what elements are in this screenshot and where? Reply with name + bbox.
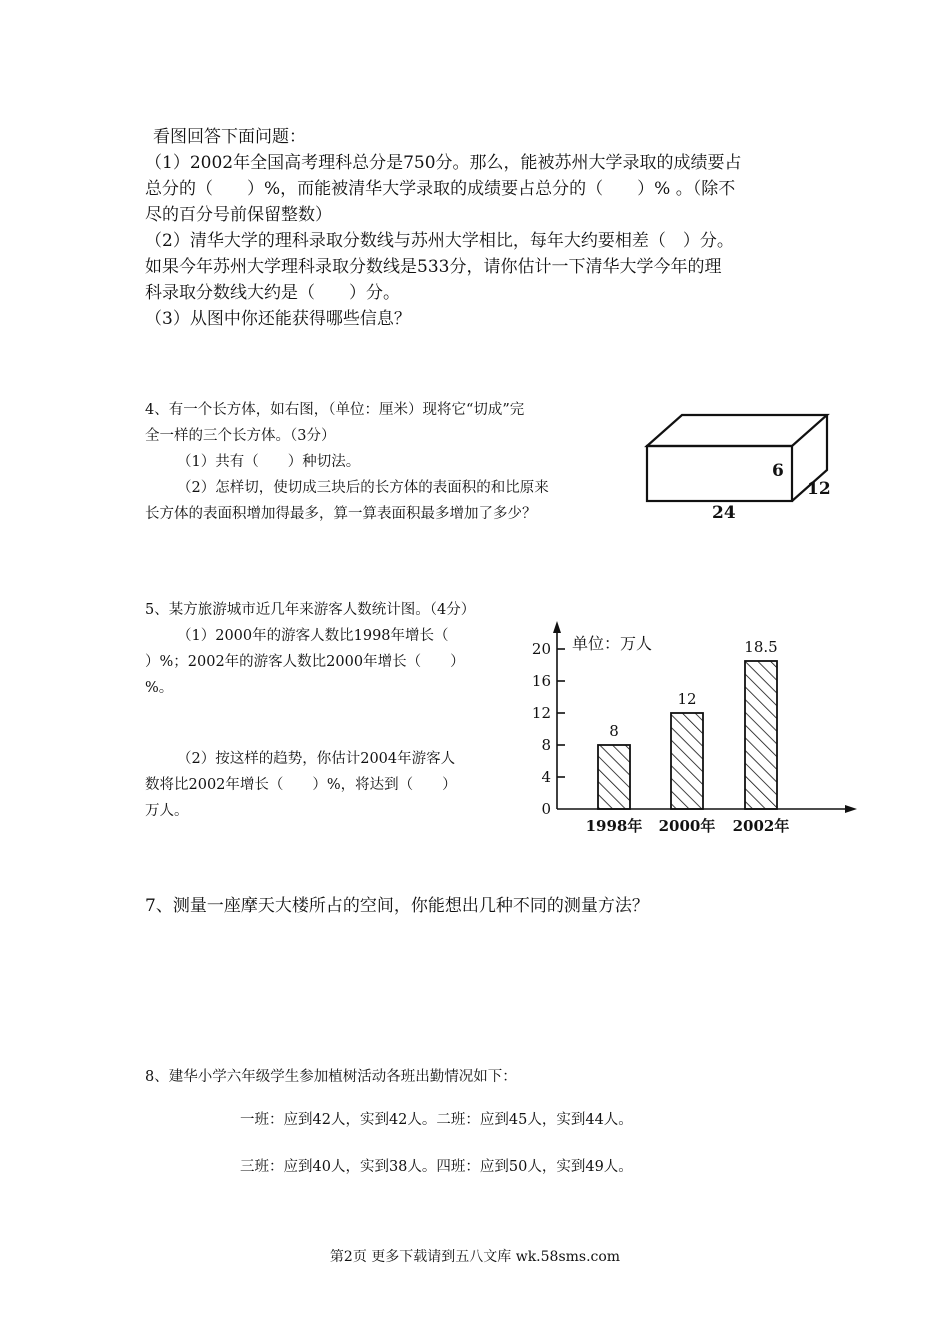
- q4-line: 长方体的表面积增加得最多，算一算表面积最多增加了多少？: [145, 506, 537, 522]
- question-7: [145, 893, 649, 919]
- q5-line: ）%；2002年的游客人数比2000年增长（ ）: [145, 654, 465, 670]
- question-line: （2）清华大学的理科录取分数线与苏州大学相比，每年大约要相差（ ）分。: [145, 231, 734, 251]
- question-5: [145, 597, 525, 701]
- question-4: [145, 397, 635, 527]
- q5-line: 数将比2002年增长（ ）%，将达到（ ）: [145, 777, 457, 793]
- x-category-label: 1998年: [585, 817, 643, 835]
- question-line: （1）2002年全国高考理科总分是750分。那么，能被苏州大学录取的成绩要占: [145, 153, 742, 173]
- q5-line: 万人。: [145, 803, 189, 819]
- q5-line: （2）按这样的趋势，你估计2004年游客人: [177, 751, 456, 767]
- bar-2000年: [671, 713, 703, 809]
- cuboid-depth-label: 12: [807, 479, 831, 499]
- q8-text: 8、建华小学六年级学生参加植树活动各班出勤情况如下：: [145, 1069, 517, 1085]
- cuboid-front-face: [647, 446, 792, 501]
- footer-text: 第2页 更多下载请到五八文库 wk.58sms.com: [329, 1249, 621, 1265]
- bar-value-label: 18.5: [744, 638, 778, 656]
- bar-value-label: 8: [609, 722, 619, 740]
- cuboid-top-face: [647, 415, 827, 446]
- y-tick-label: 4: [541, 768, 551, 786]
- y-tick-label: 16: [531, 672, 551, 690]
- q8-row-2: [240, 1154, 633, 1180]
- bar-2002年: [745, 661, 777, 809]
- question-8: [145, 1064, 517, 1090]
- question-line: 如果今年苏州大学理科录取分数线是533分，请你估计一下清华大学今年的理: [145, 257, 722, 277]
- y-tick-label: 20: [531, 640, 551, 658]
- cuboid-length-label: 24: [712, 503, 736, 523]
- q8-row-text: 一班：应到42人，实到42人。二班：应到45人，实到44人。: [240, 1112, 633, 1128]
- x-category-label: 2002年: [732, 817, 790, 835]
- chart-unit-title: 单位：万人: [572, 634, 653, 653]
- page-footer: [0, 1246, 950, 1266]
- tourist-bar-chart: [520, 615, 865, 845]
- question-block-prev: [145, 124, 820, 332]
- q8-row-1: [240, 1107, 633, 1133]
- q8-row-text: 三班：应到40人，实到38人。四班：应到50人，实到49人。: [240, 1159, 633, 1175]
- cuboid-height-label: 6: [772, 461, 784, 481]
- question-line: 总分的（ ）%，而能被清华大学录取的成绩要占总分的（ ）% 。（除不: [145, 179, 736, 199]
- x-category-label: 2000年: [658, 817, 716, 835]
- question-5-part2: [145, 746, 525, 824]
- q5-line: （1）2000年的游客人数比1998年增长（: [177, 628, 449, 644]
- question-line: （3）从图中你还能获得哪些信息？: [145, 309, 411, 329]
- q7-text: 7、测量一座摩天大楼所占的空间，你能想出几种不同的测量方法？: [145, 896, 649, 916]
- y-tick-label: 12: [531, 704, 551, 722]
- bar-value-label: 12: [677, 690, 697, 708]
- q4-line: 4、有一个长方体，如右图，（单位：厘米）现将它“切成”完: [145, 402, 525, 418]
- q4-line: 全一样的三个长方体。（3分）: [145, 428, 336, 444]
- question-line: 尽的百分号前保留整数）: [145, 205, 332, 225]
- y-tick-label: 8: [541, 736, 551, 754]
- bar-1998年: [598, 745, 630, 809]
- q5-line: %。: [145, 680, 174, 696]
- q5-line: 5、某方旅游城市近几年来游客人数统计图。（4分）: [145, 602, 476, 618]
- question-line: 科录取分数线大约是（ ）分。: [145, 283, 400, 303]
- cuboid-figure: [640, 408, 840, 523]
- q4-line: （1）共有（ ）种切法。: [177, 454, 361, 470]
- question-intro: 看图回答下面问题：: [153, 127, 306, 147]
- y-tick-label: 0: [541, 800, 551, 818]
- q4-line: （2）怎样切，使切成三块后的长方体的表面积的和比原来: [177, 480, 549, 496]
